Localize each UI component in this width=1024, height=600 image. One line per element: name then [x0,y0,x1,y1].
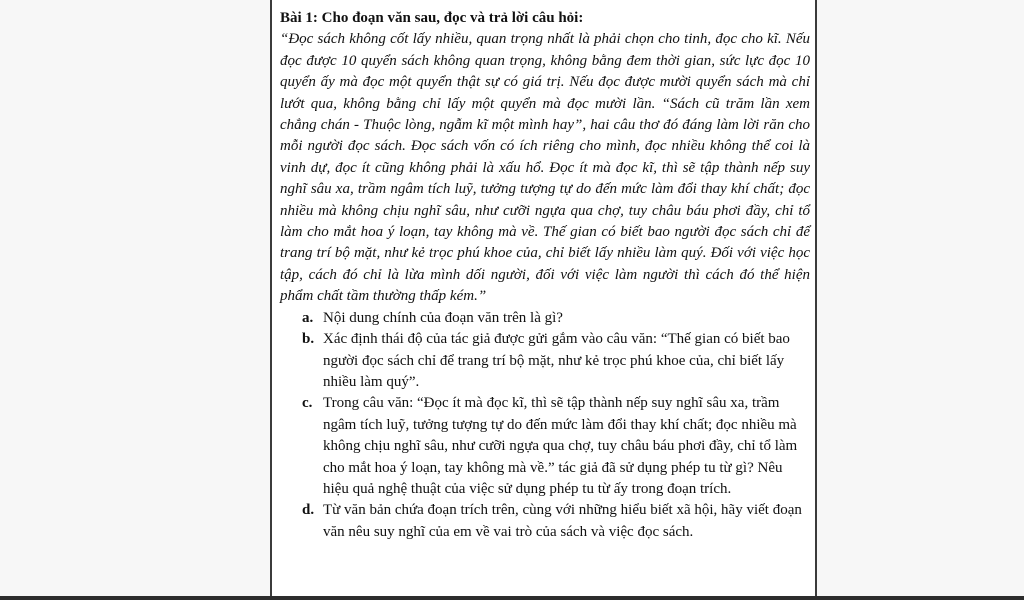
question-b [280,329,810,393]
exercise-title: Bài 1: Cho đoạn văn sau, đọc và trả lời câu hỏi: [280,10,584,26]
question-d [280,500,810,543]
reading-passage: “Đọc sách không cốt lấy nhiều, quan trọng nhất là phải chọn cho tinh, đọc cho kĩ. Nếu đọc được 10 quyển sách không quan trọng, không bằng đem thời gian, sức lực đọc 10 quyển ấy mà đọc một quyển thật sự có giá trị. Nếu đọc được mười quyển sách mà chỉ lướt qua, không bằng chỉ lấy một quyển mà đọc mười lần. “Sách cũ trăm lần xem chẳng chán - Thuộc lòng, ngẫm kĩ một mình hay”, hai câu thơ đó đáng làm lời răn cho mỗi người đọc sách. Đọc sách vốn có ích riêng cho mình, đọc nhiều không thể coi là vinh dự, đọc ít cũng không phải là xấu hổ. Đọc ít mà đọc kĩ, thì sẽ tập thành nếp suy nghĩ sâu xa, trầm ngâm tích luỹ, tưởng tượng tự do đến mức làm đổi thay khí chất; đọc nhiều mà không chịu nghĩ sâu, như cưỡi ngựa qua chợ, tuy châu báu phơi đầy, chỉ tổ làm cho mắt hoa ý loạn, tay không mà về. Thế gian có biết bao người đọc sách chỉ để trang trí bộ mặt, như kẻ trọc phú khoe của, chỉ biết lấy nhiều làm quý. Đối với việc học tập, cách đó chỉ là lừa mình dối người, đối với việc làm người thì cách đó thể hiện phẩm chất tầm thường thấp kém.” [280,31,810,305]
question-c [280,393,810,500]
question-a [280,308,810,329]
question-label: c. [302,395,313,412]
question-list [280,308,810,543]
question-text: Trong câu văn: “Đọc ít mà đọc kĩ, thì sẽ tập thành nếp suy nghĩ sâu xa, trầm ngâm tích luỹ, tưởng tượng tự do đến mức làm đổi thay khí chất; đọc nhiều mà không chịu nghĩ sâu, như cưỡi ngựa qua chợ, tuy châu báu phơi đầy, chỉ tổ làm cho mắt hoa ý loạn, tay không mà về.” tác giả đã sử dụng phép tu từ gì? Nêu hiệu quả nghệ thuật của việc sử dụng phép tu từ ấy trong đoạn trích. [323,395,798,497]
exercise-content [280,8,810,543]
question-text: Từ văn bản chứa đoạn trích trên, cùng với những hiểu biết xã hội, hãy viết đoạn văn nêu suy nghĩ của em về vai trò của sách và việc đọc sách. [323,502,802,540]
document-page [270,0,817,600]
question-text: Xác định thái độ của tác giả được gửi gắm vào câu văn: “Thế gian có biết bao người đọc sách chỉ để trang trí bộ mặt, như kẻ trọc phú khoe của, chỉ biết lấy nhiều làm quý”. [323,331,790,390]
question-text: Nội dung chính của đoạn văn trên là gì? [323,309,563,326]
question-label: a. [302,309,314,326]
question-label: b. [302,331,315,348]
page-bottom-border [0,596,1024,600]
question-label: d. [302,502,315,519]
